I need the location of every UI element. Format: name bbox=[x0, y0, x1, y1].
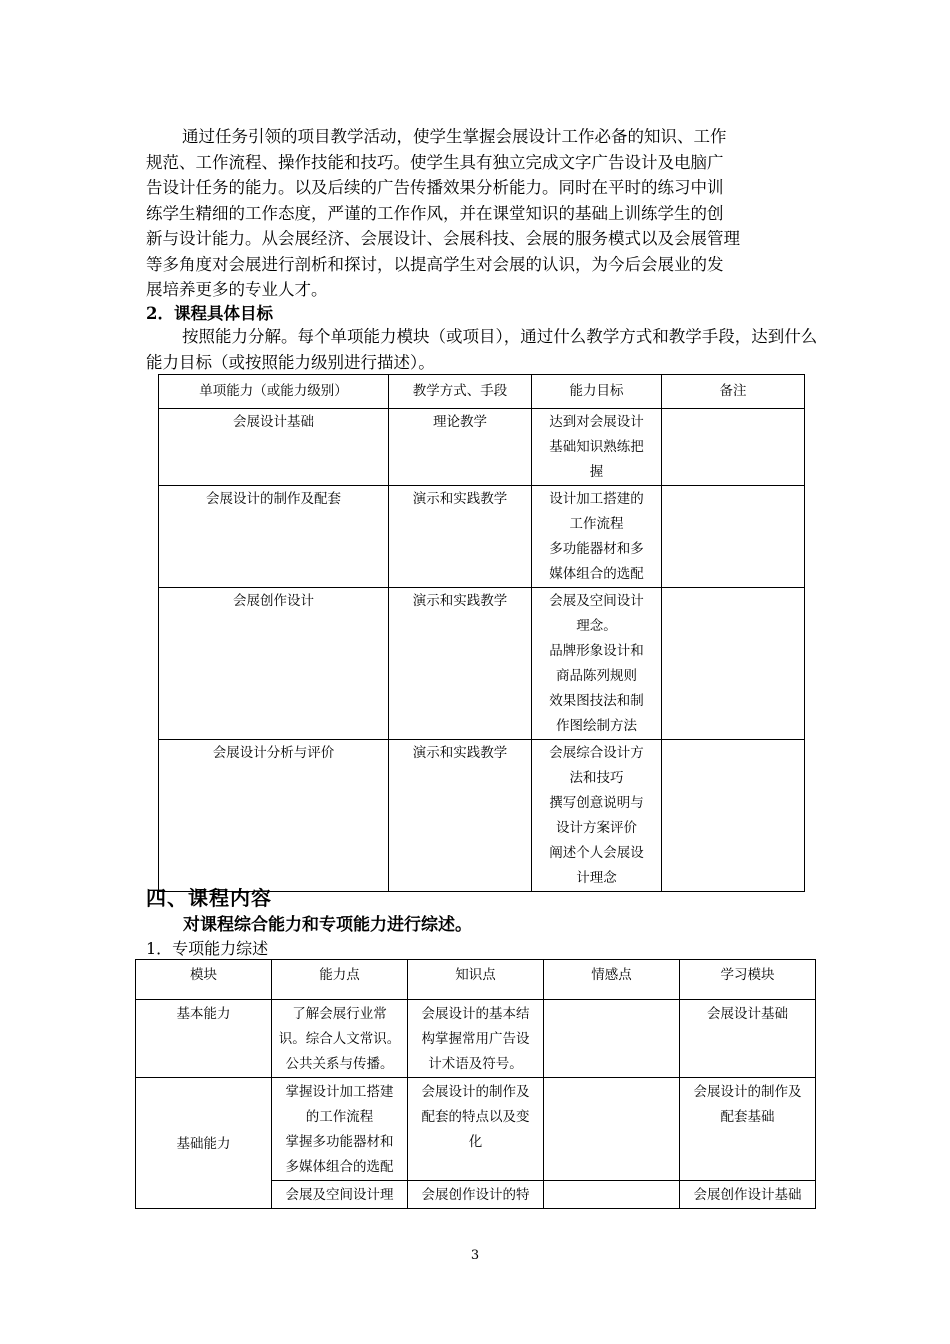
text-line: 练学生精细的工作态度，严谨的工作作风，并在课堂知识的基础上训练学生的创 bbox=[146, 203, 724, 223]
ability-point-cell bbox=[272, 1000, 408, 1078]
goal-line: 撰写创意说明与 bbox=[549, 795, 644, 811]
note-cell bbox=[662, 486, 805, 588]
goal-cell bbox=[532, 740, 662, 892]
goal-line: 效果图技法和制 bbox=[549, 693, 644, 709]
emotion-point-cell bbox=[544, 1181, 680, 1209]
cell-line: 的工作流程 bbox=[305, 1109, 374, 1125]
column-header: 知识点 bbox=[408, 960, 544, 1000]
ability-point-cell bbox=[272, 1078, 408, 1181]
column-header: 能力目标 bbox=[532, 375, 662, 409]
cell-line: 会展设计的基本结 bbox=[421, 1006, 530, 1022]
table-header-row bbox=[136, 960, 816, 1000]
goals-table bbox=[158, 374, 805, 892]
table-row bbox=[159, 588, 805, 740]
goal-line: 多功能器材和多 bbox=[549, 541, 644, 557]
cell-line: 会展设计基础 bbox=[707, 1006, 788, 1022]
cell-line: 配套的特点以及变 bbox=[421, 1109, 530, 1125]
ability-point-cell bbox=[272, 1181, 408, 1209]
method-cell: 演示和实践教学 bbox=[389, 588, 532, 740]
cell-line: 会展设计的制作及 bbox=[693, 1084, 802, 1100]
goal-line: 法和技巧 bbox=[569, 770, 624, 786]
goal-line: 阐述个人会展设 bbox=[549, 845, 644, 861]
method-cell: 演示和实践教学 bbox=[389, 740, 532, 892]
text-line: 告设计任务的能力。以及后续的广告传播效果分析能力。同时在平时的练习中训 bbox=[146, 178, 724, 197]
text-line: 通过任务引领的项目教学活动，使学生掌握会展设计工作必备的知识、工作 bbox=[182, 127, 727, 146]
column-header: 模块 bbox=[136, 960, 272, 1000]
ability-cell: 会展设计分析与评价 bbox=[159, 740, 389, 892]
method-cell: 理论教学 bbox=[389, 409, 532, 486]
text-line: 按照能力分解。每个单项能力模块（或项目），通过什么教学方式和教学手段，达到什么 bbox=[182, 327, 818, 346]
goal-line: 作图绘制方法 bbox=[556, 718, 637, 734]
text-line: 能力目标（或按照能力级别进行描述）。 bbox=[146, 352, 435, 372]
column-header: 备注 bbox=[662, 375, 805, 409]
text-line: 等多角度对会展进行剖析和探讨，以提高学生对会展的认识，为今后会展业的发 bbox=[146, 254, 724, 274]
knowledge-point-cell bbox=[408, 1000, 544, 1078]
goal-line: 握 bbox=[589, 464, 604, 480]
text-line: 新与设计能力。从会展经济、会展设计、会展科技、会展的服务模式以及会展管理 bbox=[146, 229, 740, 248]
goal-line: 会展及空间设计 bbox=[549, 593, 644, 609]
method-cell: 演示和实践教学 bbox=[389, 486, 532, 588]
goal-line: 工作流程 bbox=[569, 516, 624, 532]
page-number: 3 bbox=[470, 1248, 480, 1263]
cell-line: 配套基础 bbox=[720, 1109, 775, 1125]
learning-module-cell bbox=[680, 1000, 816, 1078]
goal-line: 基础知识熟练把 bbox=[549, 439, 644, 455]
cell-line: 构掌握常用广告设 bbox=[421, 1031, 530, 1047]
goal-line: 媒体组合的选配 bbox=[549, 566, 644, 582]
subsection-heading: 1．专项能力综述 bbox=[146, 939, 269, 958]
cell-line: 会展创作设计基础 bbox=[693, 1187, 802, 1203]
cell-line: 会展及空间设计理 bbox=[285, 1187, 394, 1203]
note-cell bbox=[662, 588, 805, 740]
table-row bbox=[159, 740, 805, 892]
ability-cell: 会展设计的制作及配套 bbox=[159, 486, 389, 588]
column-header: 学习模块 bbox=[680, 960, 816, 1000]
cell-line: 识。综合人文常识。 bbox=[278, 1031, 401, 1047]
column-header: 教学方式、手段 bbox=[389, 375, 532, 409]
column-header: 能力点 bbox=[272, 960, 408, 1000]
knowledge-point-cell bbox=[408, 1181, 544, 1209]
cell-line: 多媒体组合的选配 bbox=[285, 1159, 394, 1175]
goal-cell bbox=[532, 588, 662, 740]
ability-cell: 会展设计基础 bbox=[159, 409, 389, 486]
goal-line: 计理念 bbox=[576, 870, 617, 886]
table-row bbox=[159, 486, 805, 588]
column-header: 单项能力（或能力级别） bbox=[159, 375, 389, 409]
cell-line: 化 bbox=[468, 1134, 483, 1150]
emotion-point-cell bbox=[544, 1000, 680, 1078]
text-line: 展培养更多的专业人才。 bbox=[146, 280, 328, 299]
note-cell bbox=[662, 409, 805, 486]
section-heading-goals: 2．课程具体目标 bbox=[146, 304, 273, 323]
cell-line: 会展设计的制作及 bbox=[421, 1084, 530, 1100]
cell-line: 公共关系与传播。 bbox=[285, 1056, 394, 1072]
intro-paragraph bbox=[146, 124, 806, 303]
ability-summary-table bbox=[135, 959, 816, 1209]
goal-line: 设计加工搭建的 bbox=[549, 491, 644, 507]
table-row bbox=[159, 409, 805, 486]
goal-cell bbox=[532, 486, 662, 588]
learning-module-cell bbox=[680, 1181, 816, 1209]
knowledge-point-cell bbox=[408, 1078, 544, 1181]
table-row bbox=[136, 1078, 816, 1181]
column-header: 情感点 bbox=[544, 960, 680, 1000]
goal-line: 设计方案评价 bbox=[556, 820, 637, 836]
goal-cell bbox=[532, 409, 662, 486]
goal-line: 会展综合设计方 bbox=[549, 745, 644, 761]
ability-cell: 会展创作设计 bbox=[159, 588, 389, 740]
learning-module-cell bbox=[680, 1078, 816, 1181]
goal-line: 商品陈列规则 bbox=[556, 668, 637, 684]
goal-line: 品牌形象设计和 bbox=[549, 643, 644, 659]
section-subheading: 对课程综合能力和专项能力进行综述。 bbox=[183, 915, 472, 935]
cell-line: 掌握设计加工搭建 bbox=[285, 1084, 394, 1100]
emotion-point-cell bbox=[544, 1078, 680, 1181]
module-cell: 基本能力 bbox=[136, 1000, 272, 1078]
text-line: 规范、工作流程、操作技能和技巧。使学生具有独立完成文字广告设计及电脑广 bbox=[146, 152, 724, 172]
module-cell: 基础能力 bbox=[136, 1078, 272, 1209]
cell-line: 了解会展行业常 bbox=[292, 1006, 387, 1022]
goals-paragraph bbox=[146, 324, 818, 375]
note-cell bbox=[662, 740, 805, 892]
goal-line: 达到对会展设计 bbox=[549, 414, 644, 430]
cell-line: 计术语及符号。 bbox=[428, 1056, 523, 1072]
cell-line: 掌握多功能器材和 bbox=[285, 1134, 394, 1150]
table-row bbox=[136, 1000, 816, 1078]
table-header-row bbox=[159, 375, 805, 409]
cell-line: 会展创作设计的特 bbox=[421, 1187, 530, 1203]
goal-line: 理念。 bbox=[576, 618, 617, 634]
section-heading-content: 四、课程内容 bbox=[146, 886, 272, 910]
